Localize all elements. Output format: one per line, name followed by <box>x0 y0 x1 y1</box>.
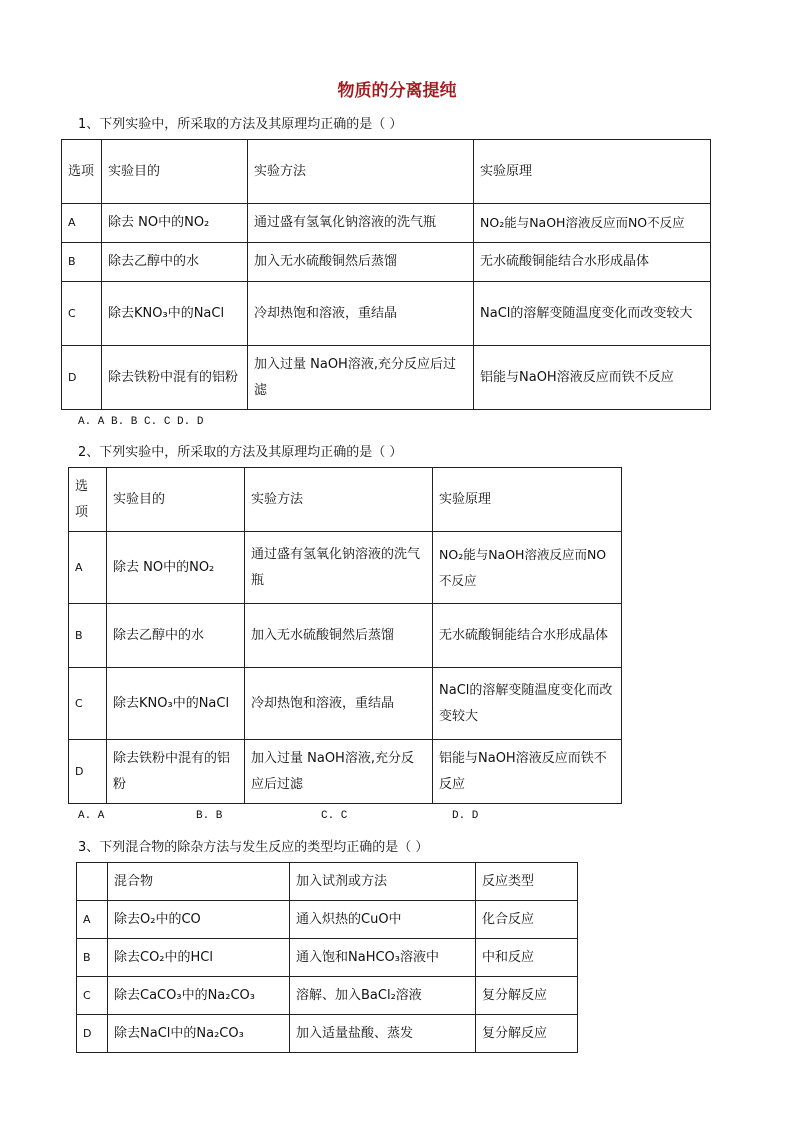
row-label: B <box>69 604 107 668</box>
question-1-options: A. A B. B C. C D. D <box>78 416 204 428</box>
question-3-stem: 3、下列混合物的除杂方法与发生反应的类型均正确的是（ ） <box>78 840 429 855</box>
row-mixture: 除去CaCO₃中的Na₂CO₃ <box>108 977 290 1015</box>
row-method: 加入过量 NaOH溶液,充分反应后过滤 <box>248 346 474 410</box>
header-method: 实验方法 <box>248 140 474 204</box>
row-label: B <box>62 243 102 282</box>
row-type: 中和反应 <box>476 939 578 977</box>
question-1-table <box>61 139 711 410</box>
row-method: 冷却热饱和溶液，重结晶 <box>245 668 433 740</box>
row-label: C <box>62 282 102 346</box>
question-2-stem: 2、下列实验中，所采取的方法及其原理均正确的是（ ） <box>78 445 403 460</box>
header-method: 加入试剂或方法 <box>290 863 476 901</box>
row-purpose: 除去 NO中的NO₂ <box>107 532 245 604</box>
header-type: 反应类型 <box>476 863 578 901</box>
row-principle: NaCl的溶解变随温度变化而改变较大 <box>433 668 622 740</box>
row-principle: 无水硫酸铜能结合水形成晶体 <box>433 604 622 668</box>
table-row <box>69 740 622 804</box>
row-label: A <box>77 901 108 939</box>
header-purpose: 实验目的 <box>107 468 245 532</box>
row-label: C <box>69 668 107 740</box>
header-principle: 实验原理 <box>433 468 622 532</box>
question-2-option-d: D. D <box>452 810 479 822</box>
question-2-table <box>68 467 622 804</box>
header-purpose: 实验目的 <box>102 140 248 204</box>
row-purpose: 除去乙醇中的水 <box>102 243 248 282</box>
question-1-stem: 1、下列实验中，所采取的方法及其原理均正确的是（ ） <box>78 117 403 132</box>
table-row <box>69 668 622 740</box>
row-principle: NaCl的溶解变随温度变化而改变较大 <box>474 282 711 346</box>
table-row <box>62 282 711 346</box>
row-label: B <box>77 939 108 977</box>
table-header-row <box>77 863 578 901</box>
row-method: 溶解、加入BaCl₂溶液 <box>290 977 476 1015</box>
question-2-option-c: C. C <box>321 810 348 822</box>
question-3-table <box>76 862 578 1053</box>
row-purpose: 除去铁粉中混有的铝粉 <box>107 740 245 804</box>
row-principle: 铝能与NaOH溶液反应而铁不反应 <box>474 346 711 410</box>
row-purpose: 除去铁粉中混有的铝粉 <box>102 346 248 410</box>
row-purpose: 除去乙醇中的水 <box>107 604 245 668</box>
row-method: 加入适量盐酸、蒸发 <box>290 1015 476 1053</box>
row-mixture: 除去O₂中的CO <box>108 901 290 939</box>
row-method: 加入过量 NaOH溶液,充分反应后过滤 <box>245 740 433 804</box>
row-label: A <box>69 532 107 604</box>
row-principle: NO₂能与NaOH溶液反应而NO不反应 <box>433 532 622 604</box>
row-purpose: 除去KNO₃中的NaCl <box>102 282 248 346</box>
header-option: 选项 <box>62 140 102 204</box>
page-title: 物质的分离提纯 <box>337 81 457 101</box>
header-option: 选项 <box>69 468 107 532</box>
row-method: 通过盛有氢氧化钠溶液的洗气瓶 <box>248 204 474 243</box>
table-row <box>77 939 578 977</box>
table-row <box>69 604 622 668</box>
question-2-option-a: A. A <box>78 810 105 822</box>
row-mixture: 除去CO₂中的HCl <box>108 939 290 977</box>
question-2-option-b: B. B <box>196 810 223 822</box>
row-method: 加入无水硫酸铜然后蒸馏 <box>245 604 433 668</box>
row-mixture: 除去NaCl中的Na₂CO₃ <box>108 1015 290 1053</box>
row-principle: NO₂能与NaOH溶液反应而NO不反应 <box>474 204 711 243</box>
row-label: D <box>69 740 107 804</box>
table-row <box>77 901 578 939</box>
row-method: 冷却热饱和溶液，重结晶 <box>248 282 474 346</box>
row-method: 通入炽热的CuO中 <box>290 901 476 939</box>
table-row <box>62 346 711 410</box>
row-type: 复分解反应 <box>476 977 578 1015</box>
header-mixture: 混合物 <box>108 863 290 901</box>
row-purpose: 除去 NO中的NO₂ <box>102 204 248 243</box>
row-principle: 无水硫酸铜能结合水形成晶体 <box>474 243 711 282</box>
table-header-row <box>69 468 622 532</box>
row-label: A <box>62 204 102 243</box>
row-type: 化合反应 <box>476 901 578 939</box>
row-purpose: 除去KNO₃中的NaCl <box>107 668 245 740</box>
header-method: 实验方法 <box>245 468 433 532</box>
row-principle: 铝能与NaOH溶液反应而铁不反应 <box>433 740 622 804</box>
row-type: 复分解反应 <box>476 1015 578 1053</box>
row-label: C <box>77 977 108 1015</box>
table-header-row <box>62 140 711 204</box>
row-method: 通入饱和NaHCO₃溶液中 <box>290 939 476 977</box>
table-row <box>77 1015 578 1053</box>
header-principle: 实验原理 <box>474 140 711 204</box>
table-row <box>62 243 711 282</box>
row-label: D <box>62 346 102 410</box>
row-method: 通过盛有氢氧化钠溶液的洗气瓶 <box>245 532 433 604</box>
row-method: 加入无水硫酸铜然后蒸馏 <box>248 243 474 282</box>
table-row <box>69 532 622 604</box>
table-row <box>62 204 711 243</box>
row-label: D <box>77 1015 108 1053</box>
header-blank <box>77 863 108 901</box>
table-row <box>77 977 578 1015</box>
